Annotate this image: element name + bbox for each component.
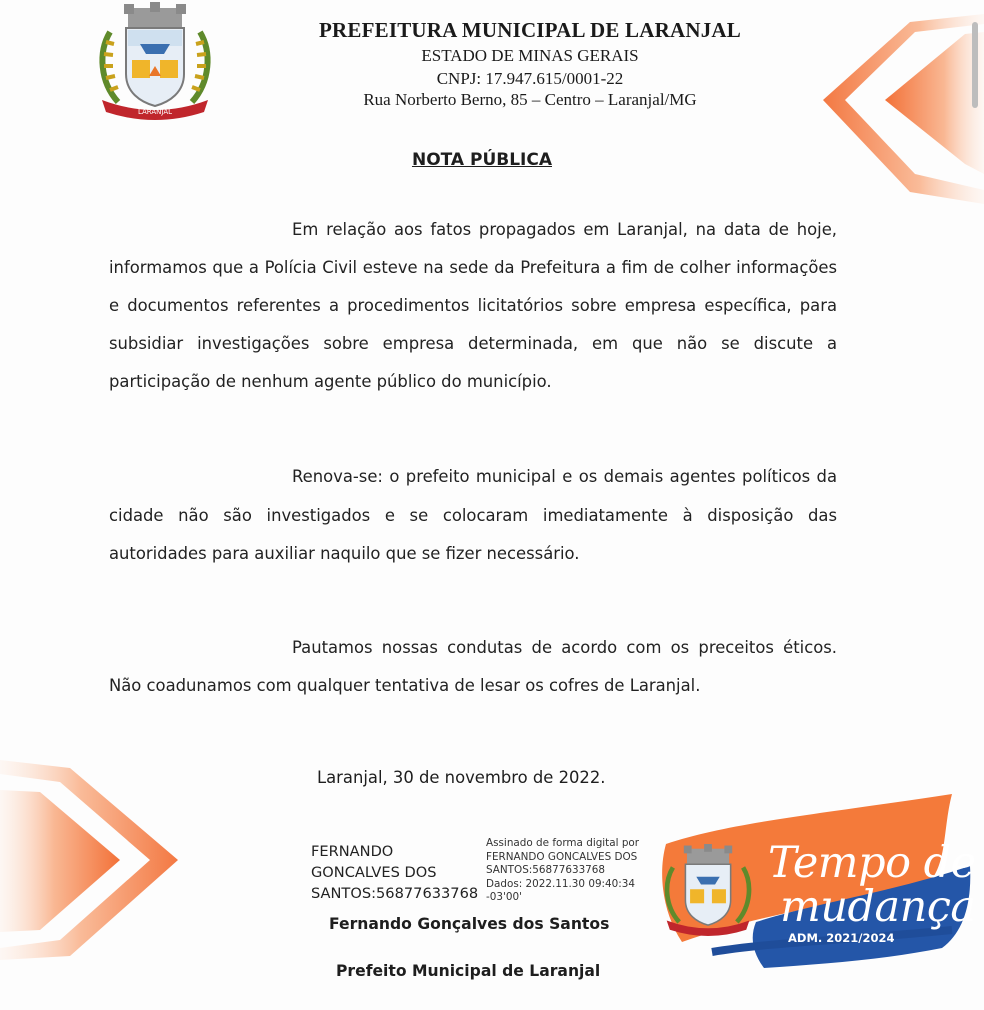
chevron-decoration-top-right: [815, 14, 984, 204]
digital-signature-details: [486, 837, 639, 905]
campaign-administration: ADM. 2021/2024: [788, 931, 895, 945]
signer-role: Prefeito Municipal de Laranjal: [336, 962, 601, 980]
scrollbar-mark: [972, 22, 978, 108]
header-address: Rua Norberto Berno, 85 – Centro – Laranjal/MG: [363, 90, 697, 109]
signature-detail-line: SANTOS:56877633768: [486, 864, 606, 877]
signature-detail-line: -03'00': [486, 891, 522, 904]
campaign-slogan-line-1: Tempo de: [768, 838, 976, 888]
signature-detail-line: Dados: 2022.11.30 09:40:34: [486, 877, 636, 890]
header-cnpj: CNPJ: 17.947.615/0001-22: [436, 69, 624, 88]
crest-banner-text: LARANJAL: [137, 108, 173, 116]
signature-name-line: FERNANDO: [311, 843, 394, 860]
signature-detail-line: FERNANDO GONCALVES DOS: [486, 850, 638, 863]
digital-signature-name: [311, 841, 478, 904]
municipal-crest-logo: [96, 2, 214, 126]
note-title: [0, 150, 984, 170]
note-title-text: NOTA PÚBLICA: [411, 150, 553, 170]
campaign-slogan-line-2: mudança: [780, 882, 976, 932]
signer-name: Fernando Gonçalves dos Santos: [329, 915, 610, 933]
chevron-decoration-bottom-left: [0, 760, 190, 960]
signature-detail-line: Assinado de forma digital por: [486, 837, 640, 849]
paragraph-1: Em relação aos fatos propagados em Laranjal, na data de hoje, informamos que a Polícia Civil esteve na sede da Prefeitura a fim de colher informações e documentos referentes a procedimentos licitatórios sobre empresa específica, para subsidiar investigações sobre empresa determinada, em que não se discute a participação de nenhum agente público do município.: [109, 220, 837, 391]
signature-name-line: SANTOS:56877633768: [311, 885, 479, 902]
header-title: PREFEITURA MUNICIPAL DE LARANJAL: [319, 18, 741, 42]
header-state: ESTADO DE MINAS GERAIS: [421, 46, 639, 65]
paragraph-3: Pautamos nossas condutas de acordo com os preceitos éticos. Não coadunamos com qualquer tentativa de lesar os cofres de Laranjal.: [109, 638, 837, 695]
signature-name-line: GONCALVES DOS: [311, 864, 437, 881]
document-date: Laranjal, 30 de novembro de 2022.: [317, 768, 606, 787]
paragraph-2: Renova-se: o prefeito municipal e os demais agentes políticos da cidade não são investigados e se colocaram imediatamente à disposição das autoridades para auxiliar naquilo que se fizer necessário.: [109, 467, 837, 563]
